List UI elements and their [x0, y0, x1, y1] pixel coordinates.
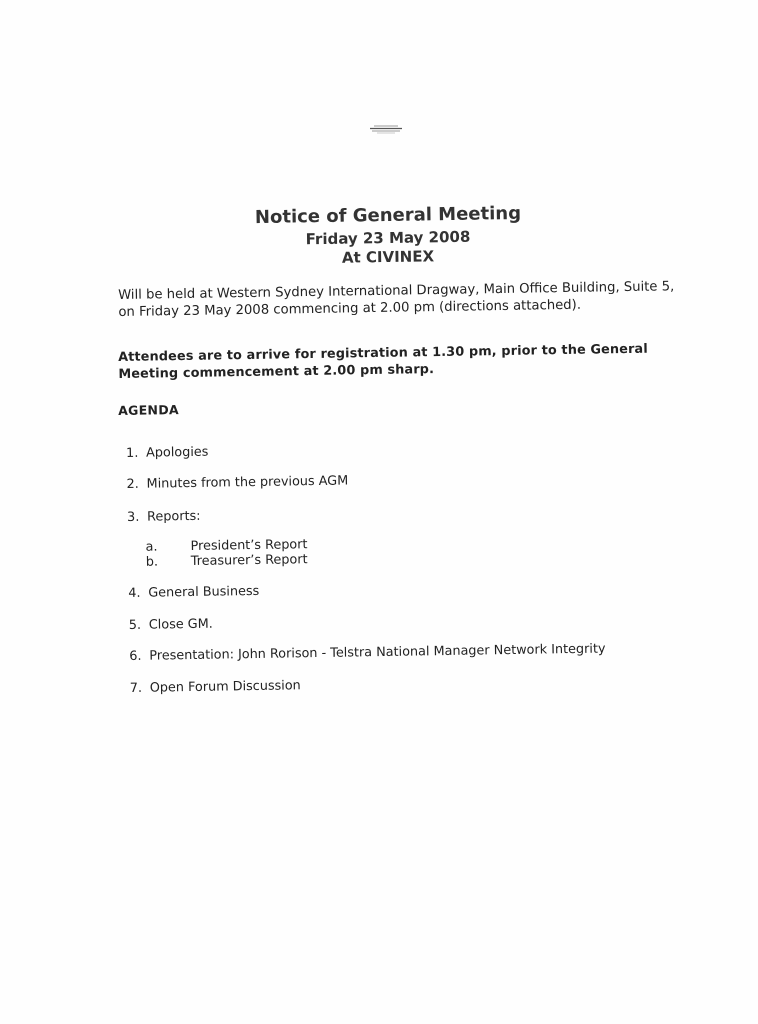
agenda-subitem-text: Treasurer’s Report	[190, 552, 308, 569]
agenda-item-number: 3.	[127, 509, 140, 525]
meeting-date: Friday 23 May 2008	[305, 227, 471, 249]
agenda-item-text: General Business	[148, 583, 260, 601]
agenda-item	[127, 509, 201, 525]
agenda-item	[129, 617, 213, 633]
agenda-item-text: Open Forum Discussion	[149, 678, 301, 696]
meeting-venue: At CIVINEX	[341, 247, 435, 267]
agenda-item	[126, 445, 209, 461]
registration-notice	[118, 340, 678, 383]
notice-line-1: Attendees are to arrive for registration at 1.30 pm, prior to the General	[118, 341, 648, 365]
agenda-subitem-letter: a.	[145, 539, 158, 555]
agenda-item-number: 5.	[128, 617, 142, 633]
agenda-item	[129, 641, 605, 663]
agenda-item-number: 7.	[129, 680, 143, 696]
agenda-subitem-text: President’s Report	[190, 537, 308, 554]
agenda-item-number: 2.	[126, 476, 139, 492]
agenda-item	[130, 678, 301, 696]
agenda-subitem	[146, 552, 308, 570]
agenda-item-number: 1.	[126, 445, 139, 461]
intro-line-1: Will be held at Western Sydney International Dragway, Main Office Building, Suite 5,	[118, 279, 675, 303]
agenda-item-text: Minutes from the previous AGM	[146, 473, 349, 492]
agenda-heading: AGENDA	[118, 402, 180, 418]
intro-line-2: on Friday 23 May 2008 commencing at 2.00 pm (directions attached).	[118, 297, 582, 320]
agenda-item-number: 6.	[129, 648, 142, 664]
agenda-item-text: Close GM.	[148, 616, 213, 633]
agenda-list	[126, 438, 646, 696]
notice-line-2: Meeting commencement at 2.00 pm sharp.	[118, 362, 435, 382]
agenda-item	[126, 474, 348, 492]
agenda-item-number: 4.	[128, 585, 141, 601]
agenda-item	[128, 584, 259, 601]
agenda-item-text: Reports:	[147, 508, 201, 525]
intro-paragraph	[118, 278, 678, 321]
agenda-item-text: Presentation: John Rorison - Telstra National Manager Network Integrity	[149, 641, 606, 664]
agenda-item-text: Apologies	[145, 444, 209, 461]
document-title: Notice of General Meeting	[254, 202, 522, 229]
letterhead-logo-mark	[368, 124, 404, 134]
agenda-subitem-letter: b.	[145, 554, 159, 570]
